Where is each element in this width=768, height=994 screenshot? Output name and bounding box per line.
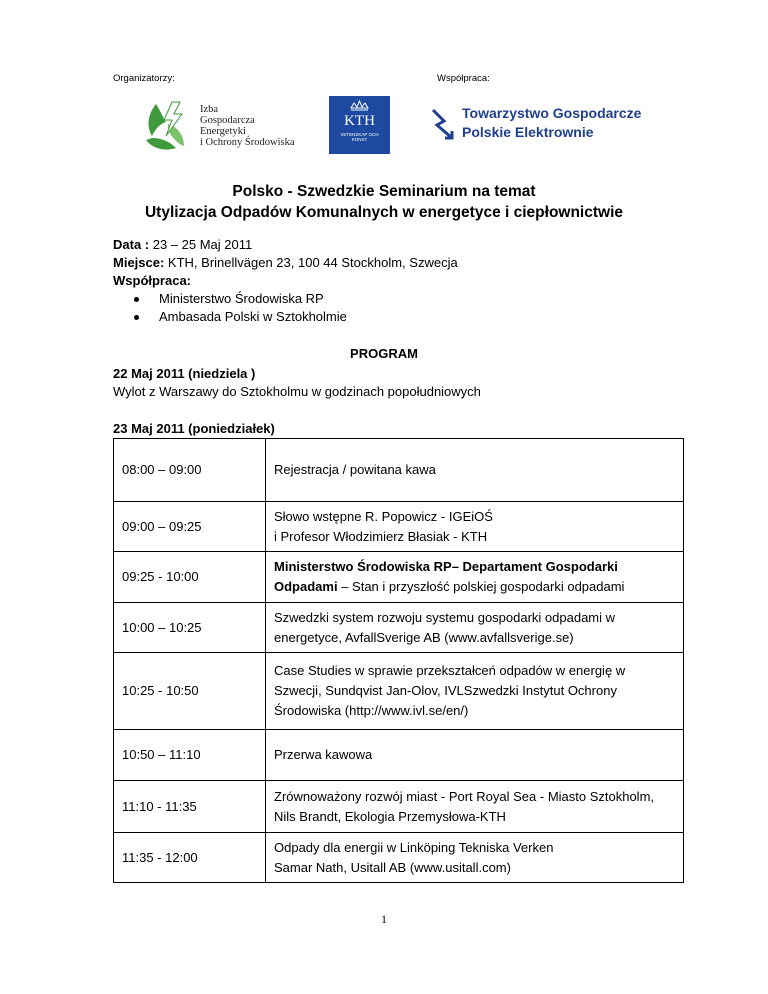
izba-line: i Ochrony Środowiska <box>200 137 295 148</box>
desc-cell <box>266 781 684 833</box>
desc-line: Odpady dla energii w Linköping Tekniska Verken <box>274 839 554 855</box>
desc-cell <box>266 730 684 781</box>
time-cell: 11:35 - 12:00 <box>114 833 266 883</box>
desc-line: Case Studies w sprawie przekształceń odpadów w energię w <box>274 663 626 678</box>
title-line2: Utylizacja Odpadów Komunalnych w energetyce i ciepłownictwie <box>144 204 624 221</box>
desc-line: Samar Nath, Usitall AB (www.usitall.com) <box>274 859 511 875</box>
izba-line: Gospodarcza <box>200 115 255 126</box>
schedule-table <box>113 438 684 883</box>
coop-item: Ambasada Polski w Sztokholmie <box>113 308 673 326</box>
kth-subtext: VETENSKAP OCH KONST <box>340 132 379 142</box>
table-row <box>114 502 684 552</box>
day2-title: 23 Maj 2011 (poniedziałek) <box>113 421 275 436</box>
table-row <box>114 439 684 502</box>
desc-line: Ministerstwo Środowiska RP– Departament Gospodarki <box>274 559 618 574</box>
info-block <box>113 236 673 326</box>
coop-label: Współpraca: <box>113 273 192 288</box>
izba-logo <box>142 100 302 156</box>
date-row <box>113 236 673 254</box>
table-row <box>114 552 684 603</box>
program-heading: PROGRAM <box>350 346 418 361</box>
kth-logo <box>329 96 390 154</box>
date-label: Data : <box>113 237 150 252</box>
desc-line <box>274 577 675 597</box>
time-cell: 10:50 – 11:10 <box>114 730 266 781</box>
tgpe-logo <box>430 104 660 144</box>
table-row <box>114 781 684 833</box>
place-value: KTH, Brinellvägen 23, 100 44 Stockholm, Szwecja <box>164 255 458 270</box>
desc-line: Zrównoważony rozwój miast - Port Royal Sea - Miasto Sztokholm, <box>274 788 655 804</box>
desc-cell <box>266 552 684 603</box>
day1-block <box>113 365 673 401</box>
time-cell: 10:00 – 10:25 <box>114 603 266 653</box>
tgpe-line1: Towarzystwo Gospodarcze <box>462 105 642 121</box>
desc-line: Słowo wstępne R. Popowicz - IGEiOŚ <box>274 508 493 524</box>
kth-text: KTH <box>344 113 375 129</box>
izba-line: Izba <box>200 104 219 115</box>
table-row <box>114 603 684 653</box>
desc-cell <box>266 603 684 653</box>
desc-line: Przerwa kawowa <box>274 747 373 762</box>
table-row <box>114 730 684 781</box>
day1-title: 22 Maj 2011 (niedziela ) <box>113 366 256 381</box>
time-cell: 11:10 - 11:35 <box>114 781 266 833</box>
day1-desc: Wylot z Warszawy do Sztokholmu w godzinach popołudniowych <box>113 384 481 399</box>
time-cell: 10:25 - 10:50 <box>114 653 266 730</box>
desc-line: Środowiska (http://www.ivl.se/en/) <box>274 703 469 718</box>
time-cell: 08:00 – 09:00 <box>114 439 266 502</box>
coop-list <box>113 290 673 326</box>
coop-item: Ministerstwo Środowiska RP <box>113 290 673 308</box>
desc-line: Nils Brandt, Ekologia Przemysłowa-KTH <box>274 808 506 824</box>
desc-cell <box>266 653 684 730</box>
table-row <box>114 833 684 883</box>
place-row <box>113 254 673 272</box>
title-line1: Polsko - Szwedzkie Seminarium na temat <box>232 183 536 200</box>
time-cell: 09:00 – 09:25 <box>114 502 266 552</box>
cooperation-label: Współpraca: <box>437 73 490 84</box>
desc-line: Rejestracja / powitana kawa <box>274 462 436 477</box>
desc-cell <box>266 439 684 502</box>
tgpe-line2: Polskie Elektrownie <box>462 124 594 140</box>
table-row <box>114 653 684 730</box>
desc-line: Szwecji, Sundqvist Jan-Olov, IVLSzwedzki Instytut Ochrony <box>274 683 617 698</box>
time-cell: 09:25 - 10:00 <box>114 552 266 603</box>
desc-line: Szwedzki system rozwoju systemu gospodarki odpadami w <box>274 609 616 625</box>
organizers-label: Organizatorzy: <box>113 73 175 84</box>
desc-line: i Profesor Włodzimierz Błasiak - KTH <box>274 528 488 544</box>
date-value: 23 – 25 Maj 2011 <box>149 237 253 252</box>
page-number: 1 <box>381 912 387 926</box>
desc-rest: – Stan i przyszłość polskiej gospodarki odpadami <box>337 579 625 594</box>
desc-bold: Odpadami <box>274 579 338 594</box>
desc-cell <box>266 502 684 552</box>
tgpe-bolt-icon <box>430 107 458 141</box>
page-title <box>0 181 768 223</box>
izba-leaf-icon <box>142 100 194 156</box>
desc-cell <box>266 833 684 883</box>
place-label: Miejsce: <box>113 255 165 270</box>
izba-line: Energetyki <box>200 126 246 137</box>
desc-line: energetyce, AvfallSverige AB (www.avfallsverige.se) <box>274 629 574 645</box>
